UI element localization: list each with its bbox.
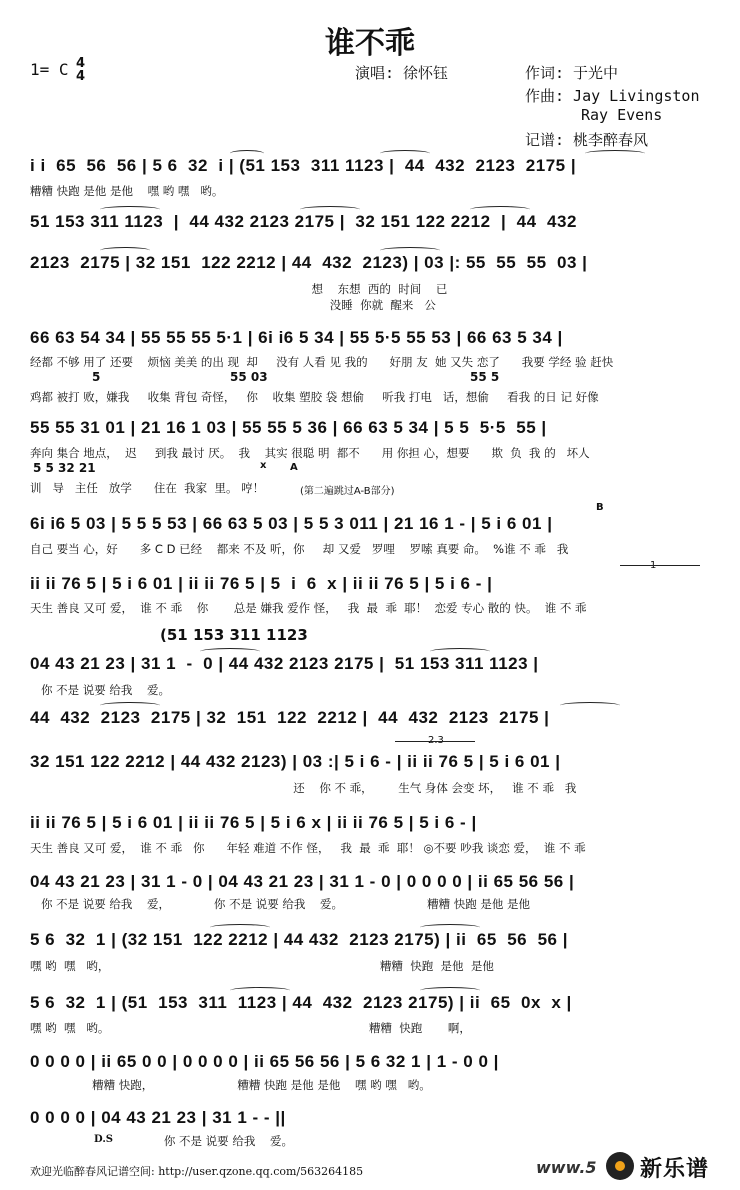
lyric-row-10: 还 你 不 乖， 生气 身体 会变 坏， 谁 不 乖 我 bbox=[30, 781, 577, 795]
slur bbox=[470, 206, 530, 213]
lyric-row-4b: 鸡都 被打 败，嫌我 收集 背包 奇怪， 你 收集 塑胶 袋 想偷 听我 打电 话，想偷 看我 的日 记 好像 bbox=[30, 390, 599, 404]
notes-row-15: 0 0 0 0 | ii 65 0 0 | 0 0 0 0 | ii 65 56 56 | 5 6 32 1 | 1 - 0 0 | bbox=[30, 1052, 499, 1071]
footer-note: 欢迎光临醉春风记谱空间: http://user.qzone.qq.com/563264185 bbox=[30, 1165, 364, 1178]
lyric-row-15: 糟糟 快跑， 糟糟 快跑 是他 是他 嘿 哟 嘿 哟。 bbox=[30, 1078, 431, 1092]
composer-credit-2: Ray Evens bbox=[581, 106, 663, 124]
logo-text: 新乐谱 bbox=[640, 1157, 710, 1182]
lyric-row-5b: 训 导 主任 放学 住在 我家 里。 哼！ bbox=[30, 481, 265, 495]
slur bbox=[585, 150, 645, 157]
slur bbox=[300, 206, 360, 213]
notes-row-7: ii ii 76 5 | 5 i 6 01 | ii ii 76 5 | 5 i 6 x | ii ii 76 5 | 5 i 6 - | bbox=[30, 574, 493, 593]
slur bbox=[380, 150, 430, 157]
transcriber-credit: 记谱: 桃李醉春风 bbox=[525, 131, 649, 149]
key-signature: 1= C bbox=[30, 60, 69, 79]
notes-row-13: 5 6 32 1 | (32 151 122 2212 | 44 432 2123 2175) | ii 65 56 56 | bbox=[30, 930, 568, 949]
notes-row-6: 6i i6 5 03 | 5 5 5 53 | 66 63 5 03 | 5 5 3 011 | 21 16 1 - | 5 i 6 01 | bbox=[30, 514, 553, 533]
sub-notes-5: 5 5 32 21 bbox=[33, 461, 96, 475]
slur bbox=[230, 150, 264, 157]
notes-row-1: i i 65 56 56 | 5 6 32 i | (51 153 311 1123 | 44 432 2123 2175 | bbox=[30, 156, 577, 175]
paren-notes: (51 153 311 1123 bbox=[160, 626, 308, 644]
lyricist-credit: 作词: 于光中 bbox=[525, 64, 619, 82]
volta-23-line bbox=[395, 741, 475, 742]
lyric-row-5: 奔向 集合 地点， 迟 到我 最讨 厌。 我 其实 很聪 明 都不 用 你担 心，想要 欺 负 我 的 坏人 bbox=[30, 446, 590, 460]
notes-row-3: 2123 2175 | 32 151 122 2212 | 44 432 2123) | 03 |: 55 55 55 03 | bbox=[30, 253, 588, 272]
sheet-title: 谁不乖 bbox=[325, 26, 415, 61]
slur bbox=[420, 924, 480, 931]
slur bbox=[100, 247, 150, 254]
sub-notes-4c: 55 5 bbox=[470, 370, 500, 384]
sub-notes-4: 5 bbox=[92, 370, 101, 384]
lyric-row-4: 经都 不够 用了 还要 烦恼 美美 的出 现 却 没有 人看 见 我的 好朋 友 她 又失 恋了 我要 学经 验 赶快 bbox=[30, 355, 614, 369]
notes-row-10: 32 151 122 2212 | 44 432 2123) | 03 :| 5 i 6 - | ii ii 76 5 | 5 i 6 01 | bbox=[30, 752, 561, 771]
composer-credit: 作曲: Jay Livingston bbox=[525, 87, 700, 105]
notes-row-16: 0 0 0 0 | 04 43 21 23 | 31 1 - - || bbox=[30, 1108, 286, 1127]
notes-row-12: 04 43 21 23 | 31 1 - 0 | 04 43 21 23 | 31 1 - 0 | 0 0 0 0 | ii 65 56 56 | bbox=[30, 872, 575, 891]
slur bbox=[100, 702, 160, 709]
time-bottom: 4 bbox=[76, 69, 86, 84]
lyric-row-11: 天生 善良 又可 爱， 谁 不 乖 你 年轻 难道 不作 怪， 我 最 乖 耶！ ◎不要 吵我 谈恋 爱， 谁 不 乖 bbox=[30, 841, 586, 855]
slur bbox=[100, 206, 160, 213]
sub-notes-4b: 55 03 bbox=[230, 370, 268, 384]
volta-1-line bbox=[620, 565, 700, 566]
disc-icon bbox=[606, 1152, 634, 1180]
site-logo bbox=[536, 1150, 732, 1184]
jump-mark: x bbox=[260, 460, 267, 471]
segno-b: B bbox=[596, 502, 604, 513]
notes-row-8: 04 43 21 23 | 31 1 - 0 | 44 432 2123 2175 | 51 153 311 1123 | bbox=[30, 654, 539, 673]
slur bbox=[430, 648, 490, 655]
time-top: 4 bbox=[76, 56, 86, 71]
ds-mark: D.S bbox=[94, 1134, 114, 1145]
volta-23: 2.3 bbox=[428, 735, 444, 746]
lyric-row-3b: 没睡 你就 醒来 公 bbox=[30, 298, 436, 312]
notes-row-5: 55 55 31 01 | 21 16 1 03 | 55 55 5 36 | 66 63 5 34 | 5 5 5·5 55 | bbox=[30, 418, 547, 437]
jump-note: (第二遍跳过A-B部分) bbox=[300, 486, 395, 497]
slur bbox=[230, 987, 290, 994]
lyric-row-1: 糟糟 快跑 是他 是他 嘿 哟 嘿 哟。 bbox=[30, 184, 224, 198]
lyric-row-14: 嘿 哟 嘿 哟。 糟糟 快跑 啊， bbox=[30, 1021, 471, 1035]
lyric-row-16: 你 不是 说要 给我 爱。 bbox=[120, 1134, 293, 1148]
lyric-row-12: 你 不是 说要 给我 爱， 你 不是 说要 给我 爱。 糟糟 快跑 是他 是他 bbox=[30, 897, 531, 911]
lyric-row-6: 自己 要当 心，好 多 C D 已经 都来 不及 听，你 却 又爱 罗哩 罗嗦 真要 命。 %谁 不 乖 我 bbox=[30, 542, 569, 556]
volta-1: 1 bbox=[650, 560, 657, 571]
notes-row-14: 5 6 32 1 | (51 153 311 1123 | 44 432 2123 2175) | ii 65 0x x | bbox=[30, 993, 572, 1012]
notes-row-4: 66 63 54 34 | 55 55 55 5·1 | 6i i6 5 34 | 55 5·5 55 53 | 66 63 5 34 | bbox=[30, 328, 563, 347]
notes-row-9: 44 432 2123 2175 | 32 151 122 2212 | 44 432 2123 2175 | bbox=[30, 708, 550, 727]
slur bbox=[210, 924, 270, 931]
singer-credit: 演唱: 徐怀钰 bbox=[355, 64, 449, 82]
jump-label: A bbox=[290, 462, 298, 473]
logo-www: www.5 bbox=[536, 1158, 597, 1177]
slur bbox=[200, 648, 260, 655]
slur bbox=[560, 702, 620, 709]
time-signature bbox=[76, 57, 85, 83]
notes-row-2: 51 153 311 1123 | 44 432 2123 2175 | 32 151 122 2212 | 44 432 bbox=[30, 212, 577, 231]
slur bbox=[380, 247, 440, 254]
slur bbox=[420, 987, 480, 994]
lyric-row-7: 天生 善良 又可 爱， 谁 不 乖 你 总是 嫌我 爱作 怪， 我 最 乖 耶！ 恋爱 专心 散的 快。 谁 不 乖 bbox=[30, 601, 587, 615]
lyric-row-3: 想 东想 西的 时间 已 bbox=[30, 282, 448, 296]
notes-row-11: ii ii 76 5 | 5 i 6 01 | ii ii 76 5 | 5 i 6 x | ii ii 76 5 | 5 i 6 - | bbox=[30, 813, 477, 832]
lyric-row-13: 嘿 哟 嘿 哟， 糟糟 快跑 是他 是他 bbox=[30, 959, 494, 973]
lyric-row-8: 你 不是 说要 给我 爱。 bbox=[30, 683, 171, 697]
